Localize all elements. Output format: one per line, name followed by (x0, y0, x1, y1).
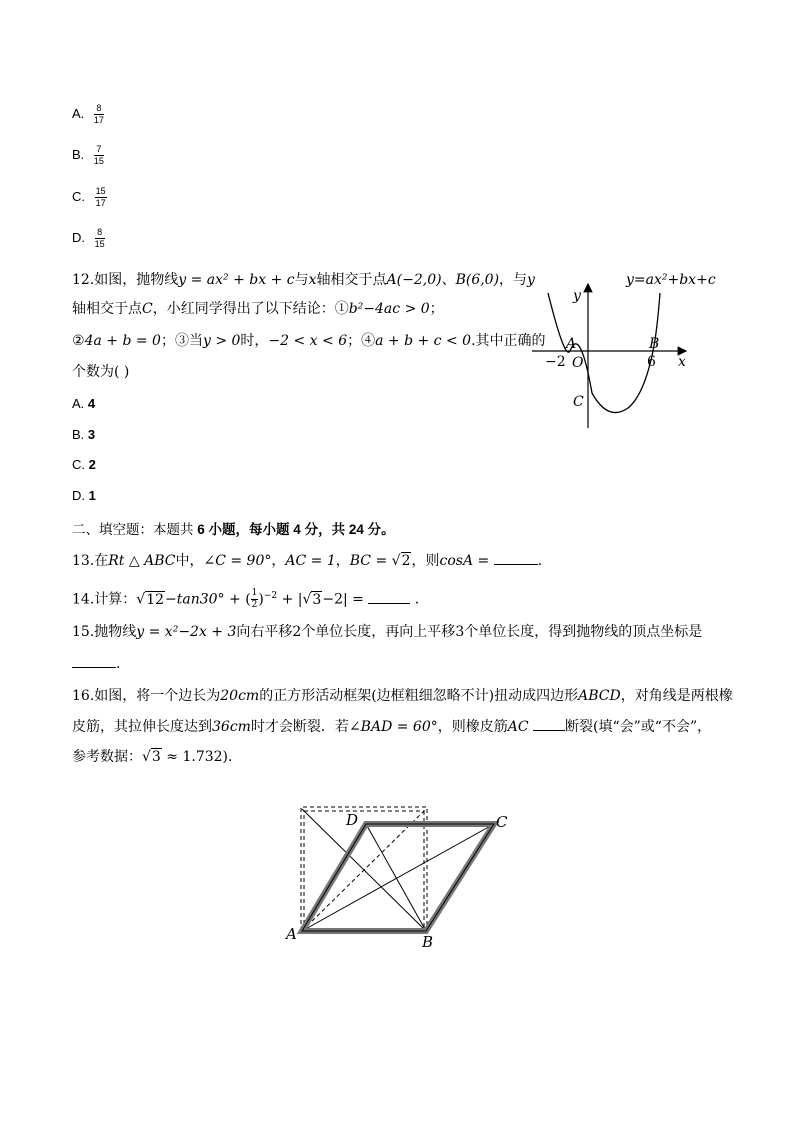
q12-option-a: A. 4 (72, 396, 96, 411)
parabola-graph (520, 262, 750, 434)
origin-label: O (572, 355, 584, 371)
q15-line-2: . (72, 653, 120, 674)
vertex-a-label: A (286, 925, 297, 943)
vertex-b-label: B (422, 933, 434, 951)
q12-option-b: B. 3 (72, 427, 96, 442)
q15-line-1: 15.抛物线y = x²−2x + 3向右平移2个单位长度，再向上平移3个单位长度，得到抛物线的顶点坐标是 (72, 624, 703, 640)
q16-line-3: 参考数据：√3 ≈ 1.732)． (72, 749, 243, 765)
point-a-label: A (566, 336, 577, 352)
choice-a: A. $\frac{8}{17}$ (72, 103, 104, 125)
choice-b: B. $\frac{7}{15}$ (72, 144, 104, 166)
q12-line-1: 12.如图，抛物线y = ax² + bx + c与x轴相交于点A(−2,0)、B(6,0)，与y (72, 272, 535, 288)
q14: 14.计算：√12−tan30° + ( $\frac{1}{2}$ )$^{-2}$ + |√3−2| = . (72, 588, 420, 611)
point-c-label: C (573, 394, 584, 410)
parabola-curve (548, 293, 660, 413)
y-axis-label: y (573, 288, 581, 304)
q12-option-d: D. 1 (72, 488, 96, 503)
diagonal-bd (366, 824, 426, 931)
q16-line-2: 皮筋，其拉伸长度达到36cm时才会断裂．若∠BAD = 60°，则橡皮筋AC 断裂(填“会”或“不会”， (72, 716, 711, 737)
fraction: $\frac{8}{17}$ (93, 103, 104, 125)
vertex-d-label: D (346, 811, 359, 829)
q13: 13.在Rt △ ABC中，∠C = 90°，AC = 1，BC = √2，则cosA = . (72, 550, 542, 571)
q12-line-4: 个数为( ) (72, 364, 130, 380)
q12-line-2: 轴相交于点C，小红同学得出了以下结论：①b²−4ac > 0； (72, 301, 444, 317)
section-heading: 二、填空题：本题共 6 小题，每小题 4 分，共 24 分。 (72, 522, 395, 537)
choice-d: D. $\frac{8}{15}$ (72, 227, 105, 249)
fraction: $\frac{8}{15}$ (94, 227, 105, 249)
q16-line-1: 16.如图，将一个边长为20cm的正方形活动框架(边框粗细忽略不计)扭动成四边形ABCD，对角线是两根橡 (72, 688, 733, 704)
point-b-label: B (649, 336, 660, 352)
answer-blank[interactable] (368, 589, 410, 604)
tick-label-neg2: −2 (545, 354, 566, 370)
x-axis-label: x (678, 354, 686, 370)
choice-c: C. $\frac{15}{17}$ (72, 186, 106, 208)
fraction: $\frac{7}{15}$ (93, 144, 104, 166)
fraction: $\frac{1}{2}$ (251, 588, 258, 611)
answer-blank[interactable] (494, 550, 538, 565)
q12-option-c: C. 2 (72, 457, 96, 472)
q12-line-3: ②4a + b = 0；③当y > 0时，−2 < x < 6；④a + b + c < 0.其中正确的 (72, 333, 546, 349)
answer-blank[interactable] (72, 653, 116, 668)
tick-label-6: 6 (647, 354, 656, 370)
vertex-c-label: C (496, 813, 508, 831)
answer-blank[interactable] (533, 716, 565, 731)
fraction: $\frac{15}{17}$ (95, 186, 106, 208)
equation-label: y=ax²+bx+c (626, 272, 716, 288)
rhombus-figure (280, 795, 520, 955)
